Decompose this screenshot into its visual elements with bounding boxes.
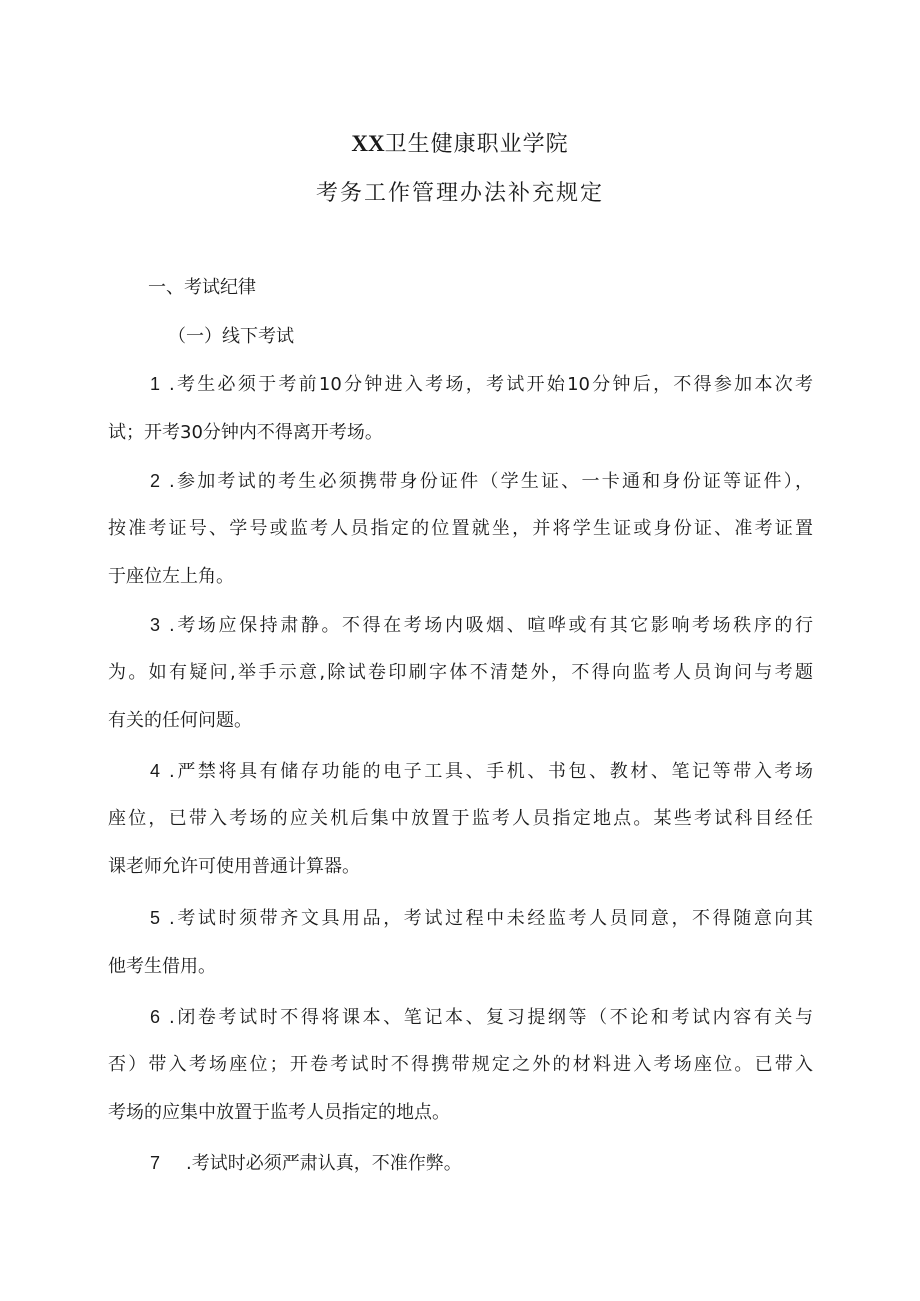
item-1-line-1: 1 .考生必须于考前10分钟进入考场，考试开始10分钟后，不得参加本次考 [150, 374, 813, 395]
item-6-line-3: 考场的应集中放置于监考人员指定的地点。 [108, 1102, 450, 1123]
item-3-line-3: 有关的任何问题。 [108, 710, 252, 731]
item-2-line-1: 2 .参加考试的考生必须携带身份证件（学生证、一卡通和身份证等证件）， [150, 471, 813, 492]
item-7-line-1: 7 .考试时必须严肃认真，不准作弊。 [150, 1153, 462, 1174]
item-4-line-1: 4 .严禁将具有储存功能的电子工具、手机、书包、教材、笔记等带入考场 [150, 761, 813, 782]
item-number: 2 [150, 471, 161, 491]
item-2-line-2: 按准考证号、学号或监考人员指定的位置就坐，并将学生证或身份证、准考证置 [108, 518, 813, 539]
item-number: 4 [150, 761, 161, 781]
item-number: 1 [150, 374, 161, 394]
item-5-line-2: 他考生借用。 [108, 956, 216, 977]
document-title: 考务工作管理办法补充规定 [315, 181, 604, 206]
item-3-line-1: 3 .考场应保持肃静。不得在考场内吸烟、喧哗或有其它影响考场秩序的行 [150, 615, 813, 636]
item-3-line-2: 为。如有疑问,举手示意,除试卷印刷字体不清楚外，不得向监考人员询问与考题 [108, 662, 813, 683]
item-number: 7 [150, 1153, 161, 1173]
item-4-line-3: 课老师允许可使用普通计算器。 [108, 856, 360, 877]
item-number: 6 [150, 1007, 161, 1027]
item-6-line-1: 6 .闭卷考试时不得将课本、笔记本、复习提纲等（不论和考试内容有关与 [150, 1007, 813, 1028]
school-prefix: XX [351, 131, 385, 156]
item-6-line-2: 否）带入考场座位；开卷考试时不得携带规定之外的材料进入考场座位。已带入 [108, 1054, 813, 1075]
item-2-line-3: 于座位左上角。 [108, 566, 234, 587]
document-school-title [0, 127, 920, 158]
item-4-line-2: 座位，已带入考场的应关机后集中放置于监考人员指定地点。某些考试科目经任 [108, 808, 813, 829]
item-1-line-2: 试；开考30分钟内不得离开考场。 [108, 422, 383, 443]
item-5-line-1: 5 .考试时须带齐文具用品，考试过程中未经监考人员同意，不得随意向其 [150, 908, 813, 929]
school-name: 卫生健康职业学院 [384, 132, 569, 157]
section-heading: 一、考试纪律 [148, 277, 256, 298]
subsection-heading: （一）线下考试 [168, 326, 294, 347]
item-number: 5 [150, 908, 161, 928]
item-number: 3 [150, 615, 161, 635]
